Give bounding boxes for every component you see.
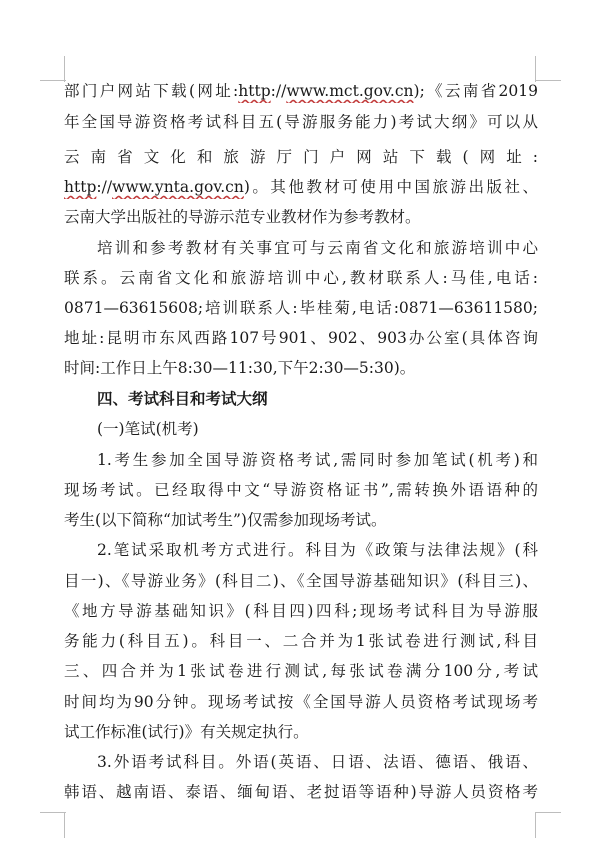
url-text: http bbox=[238, 82, 271, 100]
line-text: 培训和参考教材有关事宜可与云南省文化和旅游培训中心 bbox=[97, 239, 538, 257]
paragraph-line bbox=[64, 358, 538, 380]
line-text: :// bbox=[96, 178, 113, 196]
line-text: 务能力(科目五)。科目一、二合并为1张试卷进行测试,科目 bbox=[64, 632, 538, 650]
line-text: 现场考试。已经取得中文“导游资格证书”,需转换外语语种的 bbox=[64, 481, 538, 499]
line-text: 部门户网站下载(网址: bbox=[64, 82, 239, 100]
line-text: 《地方导游基础知识》(科目四)四科;现场考试科目为导游服 bbox=[64, 602, 538, 620]
paragraph-line bbox=[97, 752, 538, 774]
line-text: 时间:工作日上午8:30—11:30,下午2:30—5:30)。 bbox=[64, 359, 416, 377]
line-text: 2.笔试采取机考方式进行。科目为《政策与法律法规》(科 bbox=[97, 541, 538, 559]
paragraph-line bbox=[64, 268, 538, 290]
line-text: :// bbox=[270, 82, 287, 100]
line-text: )。其他教材可使用中国旅游出版社、 bbox=[243, 178, 538, 196]
paragraph-line bbox=[64, 81, 538, 103]
section-heading bbox=[97, 389, 538, 411]
paragraph-line bbox=[64, 177, 538, 199]
paragraph-line bbox=[97, 540, 538, 562]
paragraph-line bbox=[64, 722, 538, 744]
paragraph-line bbox=[64, 510, 538, 532]
line-text: (一)笔试(机考) bbox=[97, 420, 199, 438]
paragraph-line bbox=[64, 298, 538, 320]
line-text: 韩语、越南语、泰语、缅甸语、老挝语等语种)导游人员资格考 bbox=[64, 783, 538, 801]
url-text: www.mct.gov.cn bbox=[286, 82, 414, 100]
line-text: 考生(以下简称“加试考生”)仅需参加现场考试。 bbox=[64, 511, 387, 529]
paragraph-line bbox=[64, 692, 538, 714]
paragraph-line bbox=[64, 147, 538, 169]
line-text: 目一)、《导游业务》(科目二)、《全国导游基础知识》(科目三)、 bbox=[64, 572, 538, 590]
line-text: 0871—63615608;培训联系人:毕桂菊,电话:0871—63611580; bbox=[64, 299, 538, 317]
paragraph-line bbox=[64, 782, 538, 804]
paragraph-line bbox=[64, 601, 538, 623]
line-text: 时间均为90分钟。现场考试按《全国导游人员资格考试现场考 bbox=[64, 693, 538, 711]
line-text: 1.考生参加全国导游资格考试,需同时参加笔试(机考)和 bbox=[97, 451, 538, 469]
url-text: http bbox=[64, 178, 97, 196]
line-text: );《云南省2019 bbox=[413, 82, 538, 100]
line-text: 云南省文化和旅游厅门户网站下载(网址: bbox=[64, 148, 538, 166]
paragraph-line bbox=[64, 480, 538, 502]
line-text: 四、考试科目和考试大纲 bbox=[97, 389, 268, 408]
url-text: www.ynta.gov.cn bbox=[112, 178, 244, 196]
line-text: 云南大学出版社的导游示范专业教材作为参考教材。 bbox=[64, 208, 421, 226]
paragraph-line bbox=[97, 238, 538, 260]
line-text: 年全国导游资格考试科目五(导游服务能力)考试大纲》可以从 bbox=[64, 113, 538, 131]
paragraph-line bbox=[97, 450, 538, 472]
line-text: 地址:昆明市东风西路107号901、902、903办公室(具体咨询 bbox=[64, 329, 538, 347]
line-text: 3.外语考试科目。外语(英语、日语、法语、德语、俄语、 bbox=[97, 753, 538, 771]
paragraph-line bbox=[64, 661, 538, 683]
subsection-heading bbox=[97, 419, 538, 441]
paragraph-line bbox=[64, 112, 538, 134]
paragraph-line bbox=[64, 328, 538, 350]
line-text: 联系。云南省文化和旅游培训中心,教材联系人:马佳,电话: bbox=[64, 269, 538, 287]
paragraph-line bbox=[64, 571, 538, 593]
paragraph-line bbox=[64, 631, 538, 653]
line-text: 试工作标准(试行)》有关规定执行。 bbox=[64, 723, 309, 741]
paragraph-line bbox=[64, 207, 538, 229]
line-text: 三、四合并为1张试卷进行测试,每张试卷满分100分,考试 bbox=[64, 662, 538, 680]
